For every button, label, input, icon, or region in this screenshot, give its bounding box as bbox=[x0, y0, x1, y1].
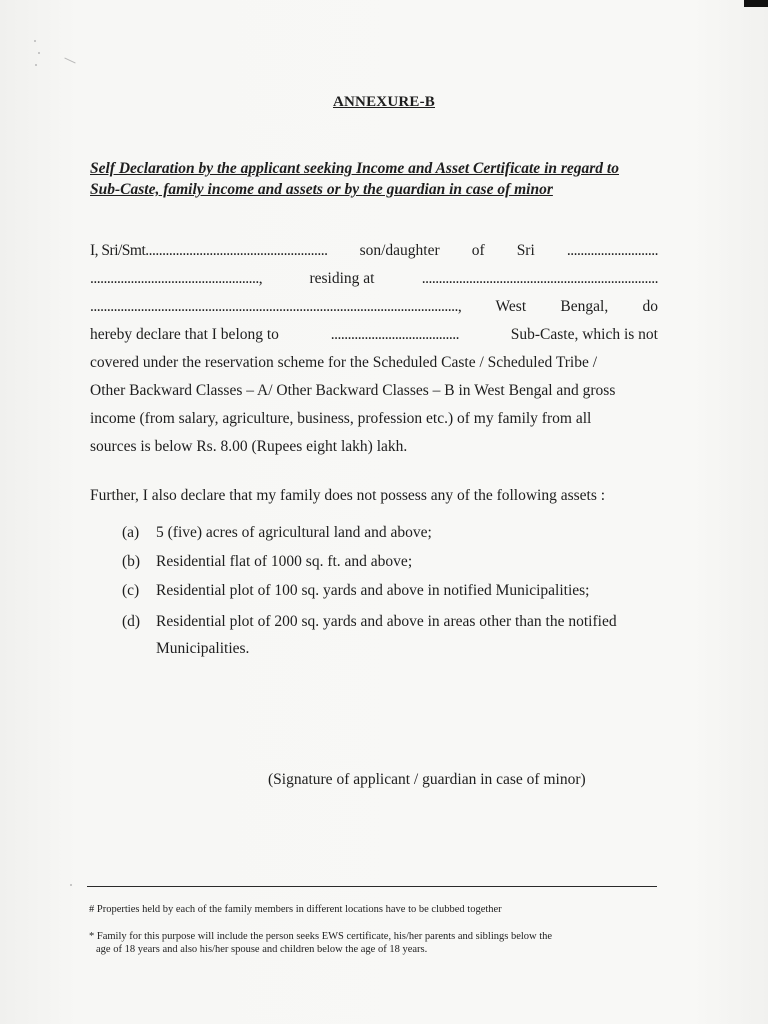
declaration-line-1 bbox=[90, 242, 658, 264]
scan-corner-mark bbox=[744, 0, 768, 7]
document-title: ANNEXURE-B bbox=[332, 94, 435, 110]
document-subtitle bbox=[90, 158, 662, 200]
declaration-line-8: sources is below Rs. 8.00 (Rupees eight lakh) lakh. bbox=[90, 438, 408, 455]
subtitle-line-2: Sub-Caste, family income and assets or by the guardian in case of minor bbox=[90, 181, 553, 198]
asset-label: (b) bbox=[122, 553, 141, 570]
asset-text: Residential plot of 200 sq. yards and above in areas other than the notified Municipalities. bbox=[156, 613, 617, 657]
asset-text: Residential flat of 1000 sq. ft. and above; bbox=[156, 553, 413, 570]
address-blank-continued: ............................................................................................................., bbox=[90, 298, 462, 315]
asset-label: (a) bbox=[122, 524, 140, 541]
declaration-text: of bbox=[471, 242, 485, 259]
declaration-line-3 bbox=[90, 298, 658, 320]
footnote-divider bbox=[87, 886, 657, 887]
declaration-text: Bengal, bbox=[560, 298, 609, 315]
address-blank: ...................................................................... bbox=[421, 270, 658, 287]
father-name-blank: ........................... bbox=[566, 242, 658, 259]
footnote-family bbox=[89, 930, 659, 956]
declaration-text: hereby declare that I belong to bbox=[90, 326, 279, 343]
footnote-family-line-2: age of 18 years and also his/her spouse and children below the age of 18 years. bbox=[96, 944, 428, 955]
declaration-text: Sri bbox=[516, 242, 535, 259]
declaration-line-2 bbox=[90, 270, 658, 292]
signature-caption: (Signature of applicant / guardian in case of minor) bbox=[268, 771, 586, 788]
asset-label: (c) bbox=[122, 582, 140, 599]
declaration-text: do bbox=[642, 298, 658, 315]
declaration-line-5: covered under the reservation scheme for the Scheduled Caste / Scheduled Tribe / bbox=[90, 354, 598, 371]
assets-intro: Further, I also declare that my family does not possess any of the following assets : bbox=[90, 487, 606, 504]
declaration-text: Sub-Caste, which is not bbox=[510, 326, 658, 343]
declaration-line-7: income (from salary, agriculture, business, profession etc.) of my family from all bbox=[90, 410, 592, 427]
asset-text: Residential plot of 100 sq. yards and above in notified Municipalities; bbox=[156, 582, 590, 599]
declaration-line-4 bbox=[90, 326, 658, 348]
asset-label: (d) bbox=[122, 613, 141, 630]
declaration-text: son/daughter bbox=[359, 242, 440, 259]
name-blank: I, Sri/Smt...................................................... bbox=[90, 242, 328, 259]
asset-text: 5 (five) acres of agricultural land and above; bbox=[156, 524, 432, 541]
sub-caste-blank: ...................................... bbox=[330, 326, 459, 343]
subtitle-line-1: Self Declaration by the applicant seeking Income and Asset Certificate in regard to bbox=[90, 160, 619, 177]
footnote-family-line-1: * Family for this purpose will include the person seeks EWS certificate, his/her parents and siblings below the bbox=[89, 931, 553, 942]
declaration-text: West bbox=[495, 298, 527, 315]
declaration-text: residing at bbox=[309, 270, 375, 287]
footnote-properties: # Properties held by each of the family members in different locations have to be clubbed together bbox=[89, 904, 502, 915]
declaration-line-6: Other Backward Classes – A/ Other Backward Classes – B in West Bengal and gross bbox=[90, 382, 616, 399]
name-blank-continued: .................................................., bbox=[90, 270, 263, 287]
